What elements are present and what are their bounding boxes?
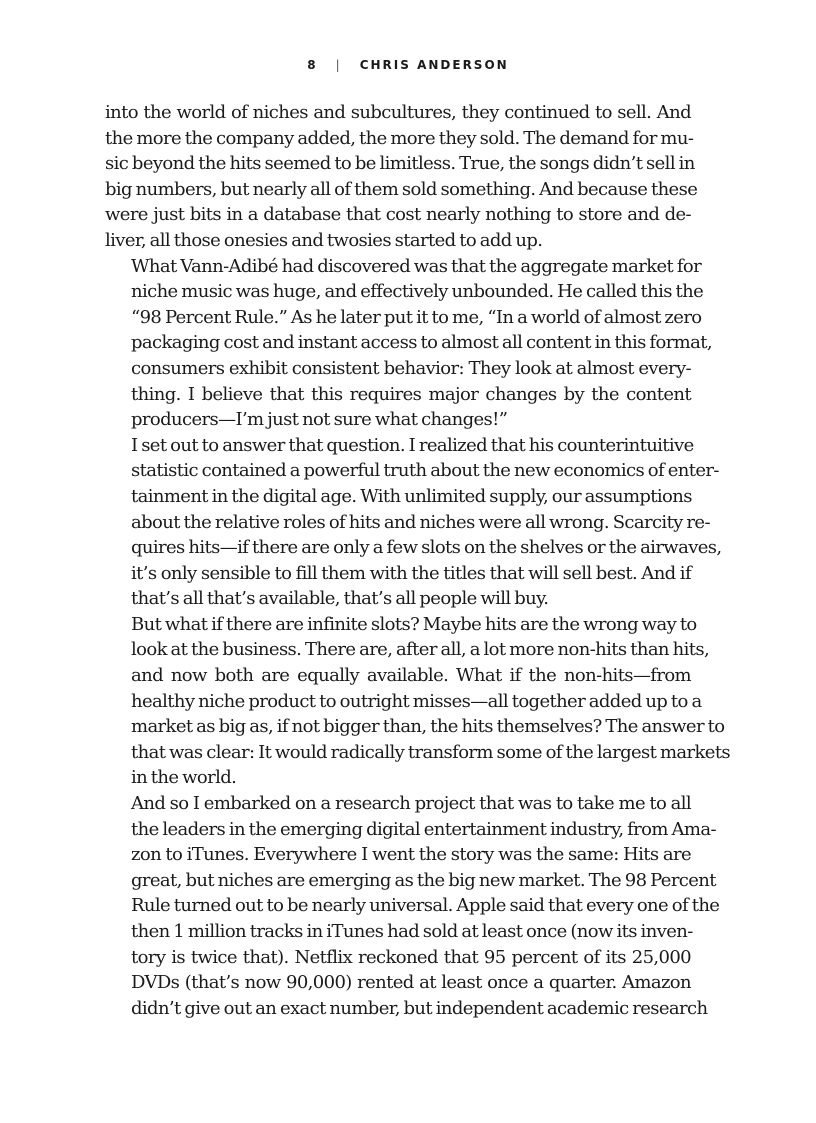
text-line: tory is twice that). Netflix reckoned that 95 percent of its 25,000: [131, 946, 691, 968]
text-line: sic beyond the hits seemed to be limitless. True, the songs didn’t sell in: [105, 153, 695, 175]
text-line: producers—I’m just not sure what changes!”: [131, 409, 508, 431]
text-line: healthy niche product to outright misses—all together added up to a: [131, 690, 702, 712]
text-line: into the world of niches and subcultures, they continued to sell. And: [105, 102, 691, 123]
paragraph-1: [105, 100, 698, 254]
author-name: CHRIS ANDERSON: [359, 58, 509, 72]
paragraph-3: [105, 433, 722, 612]
text-line: about the relative roles of hits and niches were all wrong. Scarcity re-: [131, 511, 710, 533]
text-line: consumers exhibit consistent behavior: They look at almost every-: [131, 357, 691, 379]
text-line: quires hits—if there are only a few slots on the shelves or the airwaves,: [131, 537, 722, 559]
body-text: [105, 100, 731, 1021]
text-line: then 1 million tracks in iTunes had sold at least once (now its inven-: [131, 921, 693, 942]
text-line: the leaders in the emerging digital entertainment industry, from Ama-: [131, 818, 716, 840]
text-line: liver, all those onesies and twosies started to add up.: [105, 229, 543, 251]
text-line: Rule turned out to be nearly universal. Apple said that every one of the: [131, 895, 720, 917]
text-line: market as big as, if not bigger than, the hits themselves? The answer to: [131, 716, 725, 738]
text-line: I set out to answer that question. I realized that his counterintuitive: [131, 434, 694, 456]
text-line: zon to iTunes. Everywhere I went the story was the same: Hits are: [131, 844, 691, 866]
text-line: statistic contained a powerful truth about the new economics of enter-: [131, 460, 719, 482]
text-line: didn’t give out an exact number, but independent academic research: [131, 997, 708, 1019]
text-line: packaging cost and instant access to almost all content in this format,: [131, 332, 712, 354]
text-line: But what if there are infinite slots? Maybe hits are the wrong way to: [131, 613, 697, 635]
text-line: thing. I believe that this requires major changes by the content: [131, 383, 691, 405]
text-line: it’s only sensible to fill them with the titles that will sell best. And if: [131, 562, 691, 584]
text-line: And so I embarked on a research project that was to take me to all: [131, 793, 691, 815]
text-line: and now both are equally available. What if the non-hits—from: [131, 665, 691, 687]
page-number: 8: [307, 58, 318, 72]
text-line: great, but niches are emerging as the big new market. The 98 Percent: [131, 869, 716, 891]
text-line: the more the company added, the more they sold. The demand for mu-: [105, 127, 694, 149]
paragraph-4: [105, 612, 731, 791]
text-line: What Vann-Adibé had discovered was that the aggregate market for: [131, 255, 702, 277]
text-line: look at the business. There are, after all, a lot more non-hits than hits,: [131, 639, 710, 661]
paragraph-2: [105, 254, 712, 433]
text-line: “98 Percent Rule.” As he later put it to me, “In a world of almost zero: [131, 306, 702, 328]
text-line: tainment in the digital age. With unlimited supply, our assumptions: [131, 485, 692, 507]
text-line: that was clear: It would radically transform some of the largest markets: [131, 741, 731, 763]
paragraph-5: [105, 791, 720, 1021]
header-separator: |: [335, 58, 342, 72]
text-line: were just bits in a database that cost nearly nothing to store and de-: [105, 204, 691, 226]
running-head: [0, 58, 816, 72]
text-line: niche music was huge, and effectively unbounded. He called this the: [131, 281, 704, 303]
text-line: DVDs (that’s now 90,000) rented at least once a quarter. Amazon: [131, 972, 691, 994]
text-line: big numbers, but nearly all of them sold something. And because these: [105, 178, 698, 200]
text-line: that’s all that’s available, that’s all people will buy.: [131, 588, 549, 610]
text-line: in the world.: [131, 767, 237, 789]
